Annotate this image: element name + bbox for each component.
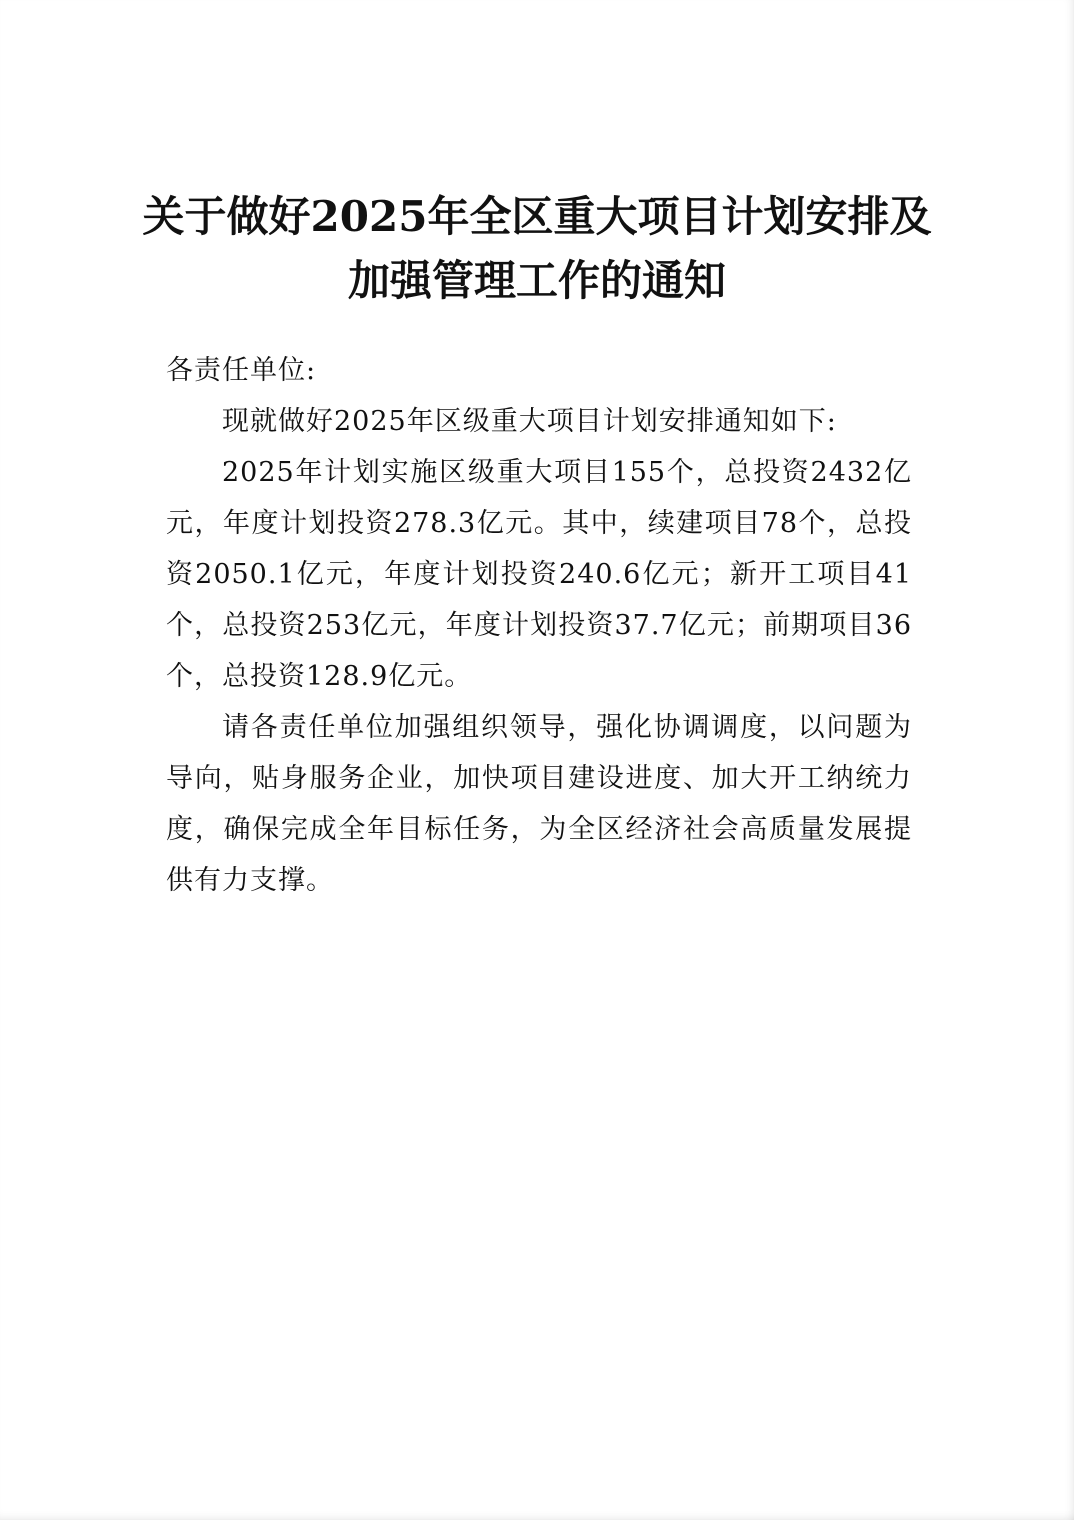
paragraph-requirements: 请各责任单位加强组织领导，强化协调调度，以问题为导向，贴身服务企业，加快项目建设进度、加大开工纳统力度，确保完成全年目标任务，为全区经济社会高质量发展提供有力支撑。 xyxy=(166,712,912,896)
salutation: 各责任单位: xyxy=(166,355,317,386)
paragraph-project-stats: 2025年计划实施区级重大项目155个，总投资2432亿元，年度计划投资278.3亿元。其中，续建项目78个，总投资2050.1亿元，年度计划投资240.6亿元；新开工项目41个，总投资253亿元，年度计划投资37.7亿元；前期项目36个，总投资128.9亿元。 xyxy=(166,457,912,692)
title-line-2: 加强管理工作的通知 xyxy=(347,256,726,305)
paragraph-intro: 现就做好2025年区级重大项目计划安排通知如下: xyxy=(222,406,837,437)
title-line-1: 关于做好2025年全区重大项目计划安排及 xyxy=(142,192,932,241)
document-body xyxy=(166,345,912,906)
document-title xyxy=(110,185,964,313)
